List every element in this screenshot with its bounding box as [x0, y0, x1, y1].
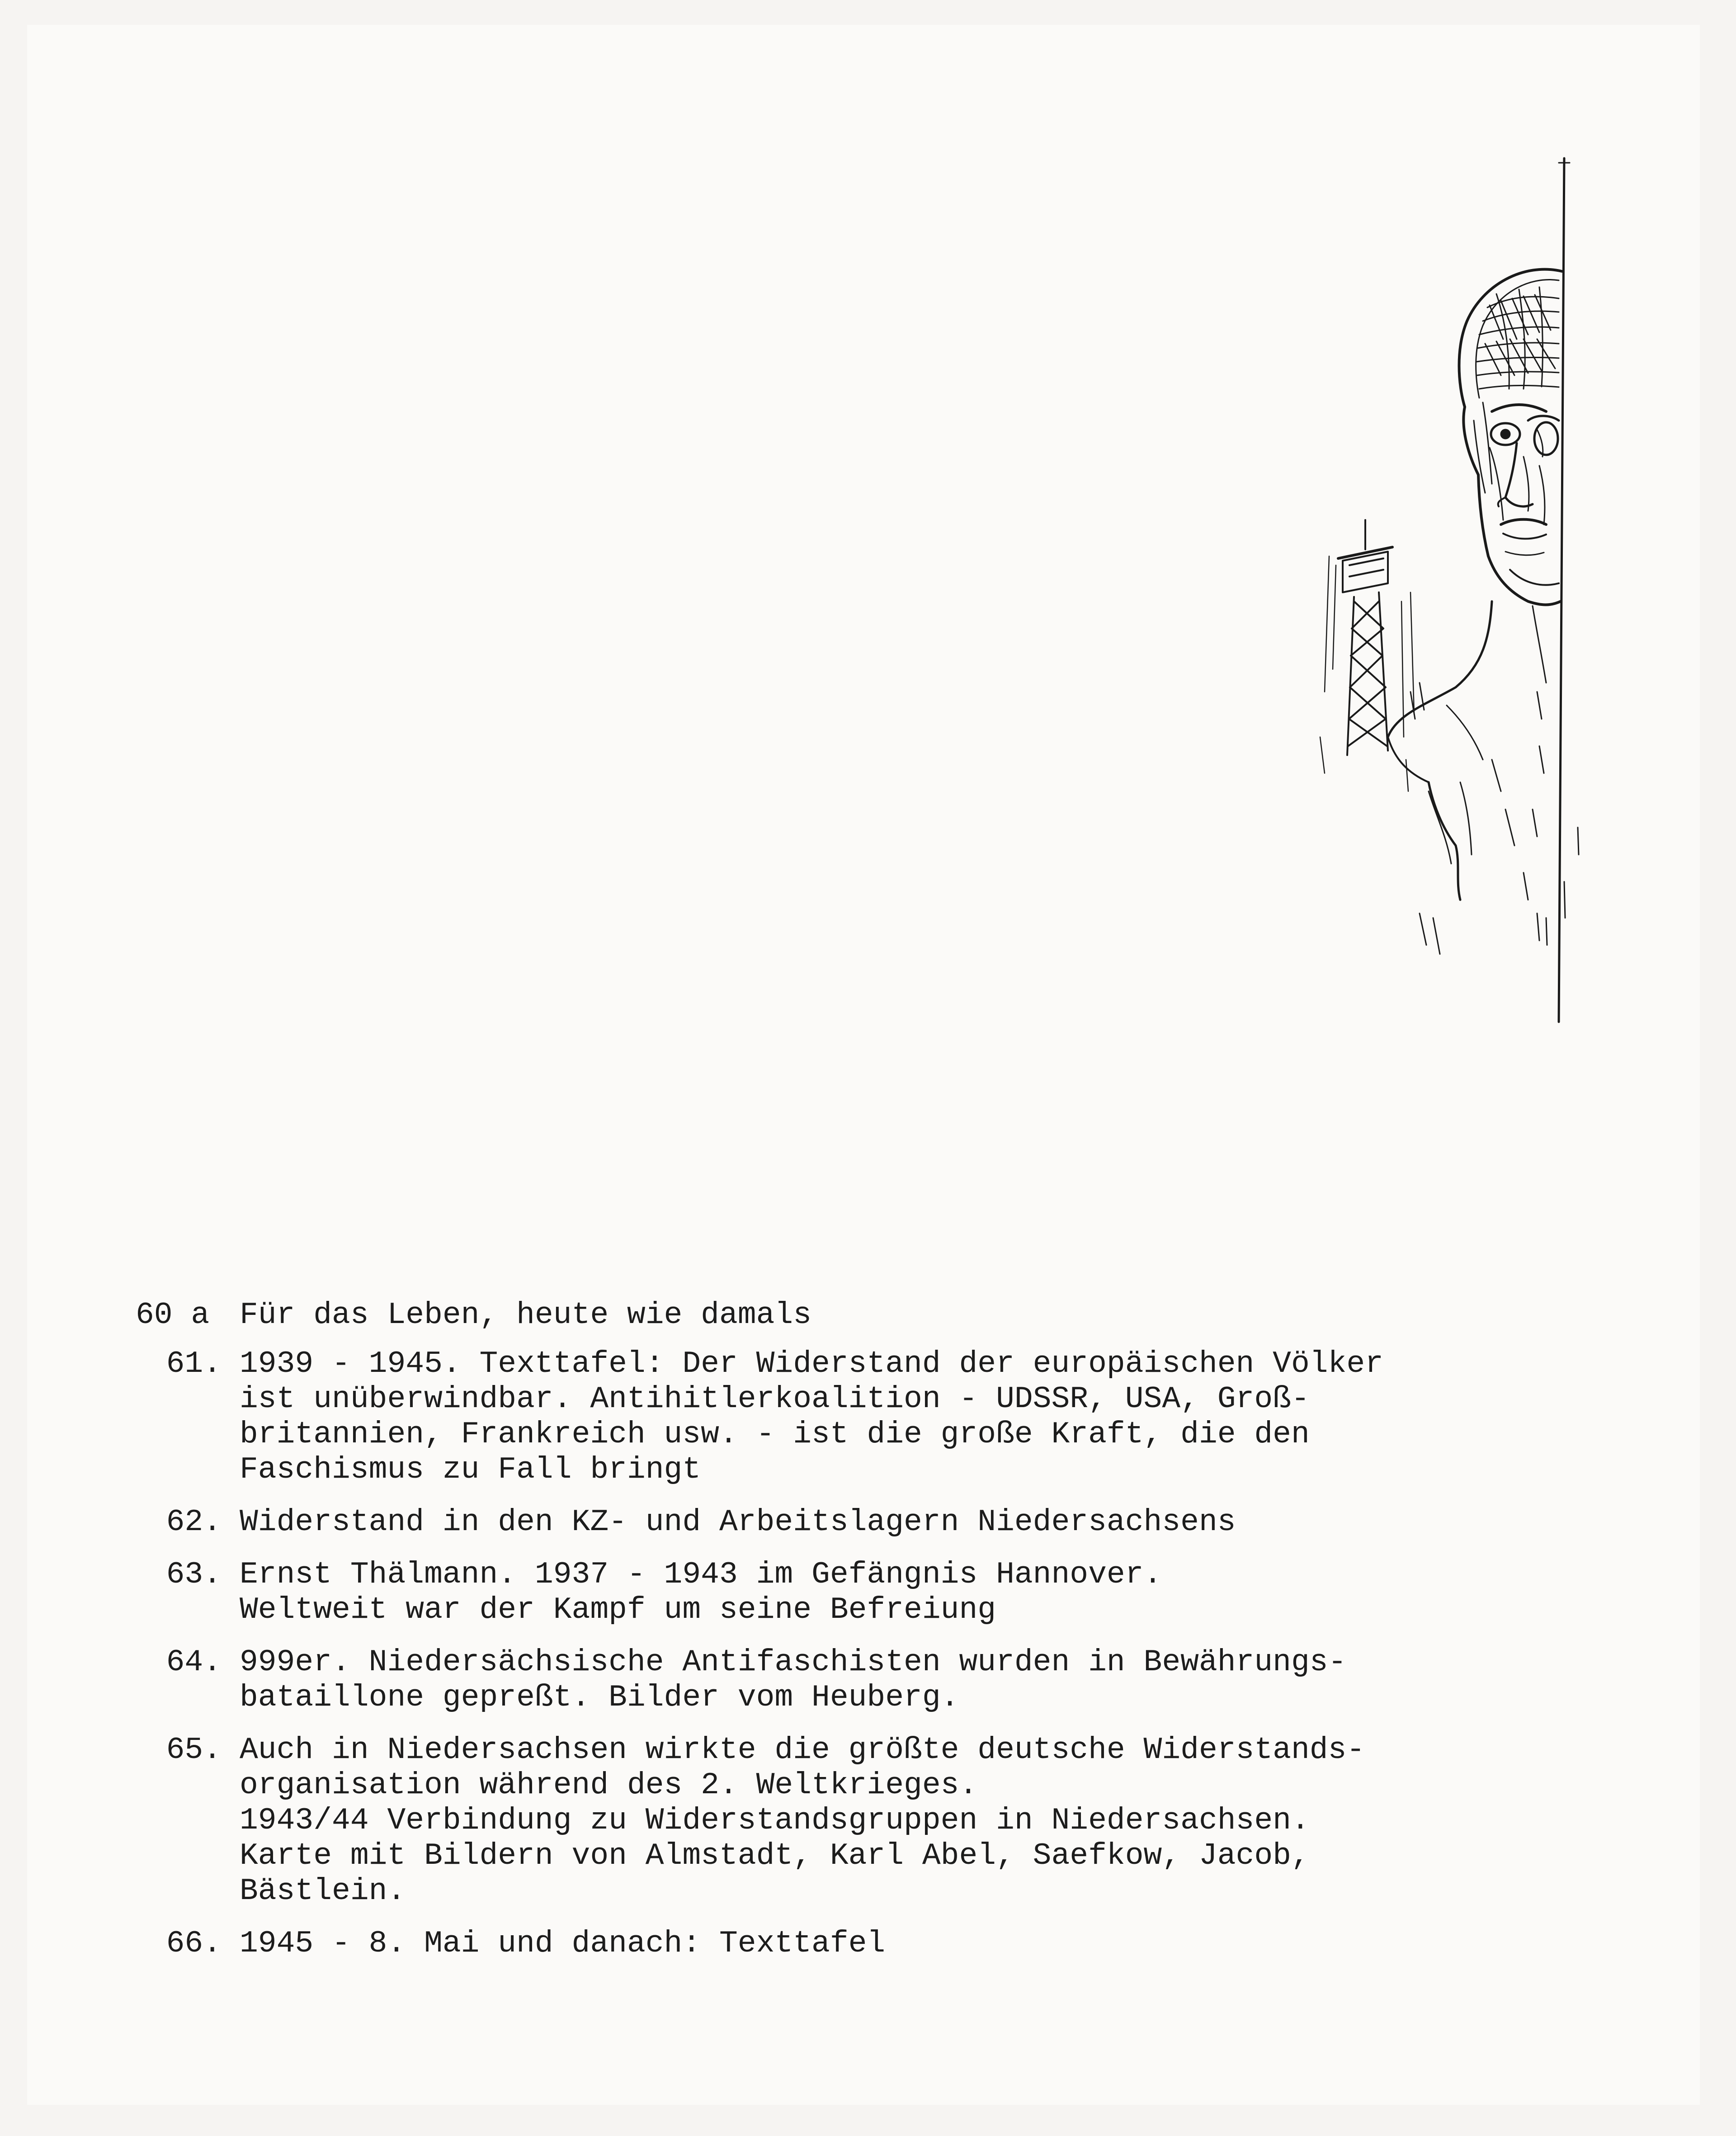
prisoner-watchtower-drawing: [1311, 149, 1600, 1035]
item-text: Ernst Thälmann. 1937 - 1943 im Gefängnis Hannover. Weltweit war der Kampf um seine Befreiung: [240, 1557, 1162, 1627]
item-number: 65.: [166, 1733, 222, 1767]
list-item: [136, 1557, 1582, 1628]
item-text: Auch in Niedersachsen wirkte die größte deutsche Widerstands- organisation während des 2. Weltkrieges. 1943/44 Verbindung zu Widerstandsgruppen in Niedersachsen. Karte mit Bildern von Almstadt, Karl Abel, Saefkow, Jacob, Bästlein.: [240, 1733, 1365, 1909]
exhibit-list: [136, 1298, 1582, 1979]
item-text: 1939 - 1945. Texttafel: Der Widerstand der europäischen Völker ist unüberwindbar. Antihitlerkoalition - UDSSR, USA, Groß- britannien, Frankreich usw. - ist die große Kraft, die den Faschismus zu Fall bringt: [240, 1347, 1384, 1487]
item-text: 1945 - 8. Mai und danach: Texttafel: [240, 1926, 886, 1961]
list-item: [136, 1733, 1582, 1909]
list-item: [136, 1347, 1582, 1488]
list-item: [136, 1645, 1582, 1715]
item-number: 63.: [166, 1557, 222, 1592]
item-number: 60 a: [136, 1298, 210, 1333]
list-item: [136, 1298, 1582, 1333]
item-number: 62.: [166, 1505, 222, 1540]
item-number: 61.: [166, 1347, 222, 1381]
item-text: Widerstand in den KZ- und Arbeitslagern Niedersachsens: [240, 1505, 1236, 1540]
item-number: 64.: [166, 1645, 222, 1680]
item-number: 66.: [166, 1926, 222, 1961]
list-item: [136, 1926, 1582, 1961]
list-item: [136, 1505, 1582, 1540]
item-text: 999er. Niedersächsische Antifaschisten wurden in Bewährungs- bataillone gepreßt. Bilder vom Heuberg.: [240, 1645, 1347, 1715]
item-text: Für das Leben, heute wie damals: [240, 1298, 812, 1333]
